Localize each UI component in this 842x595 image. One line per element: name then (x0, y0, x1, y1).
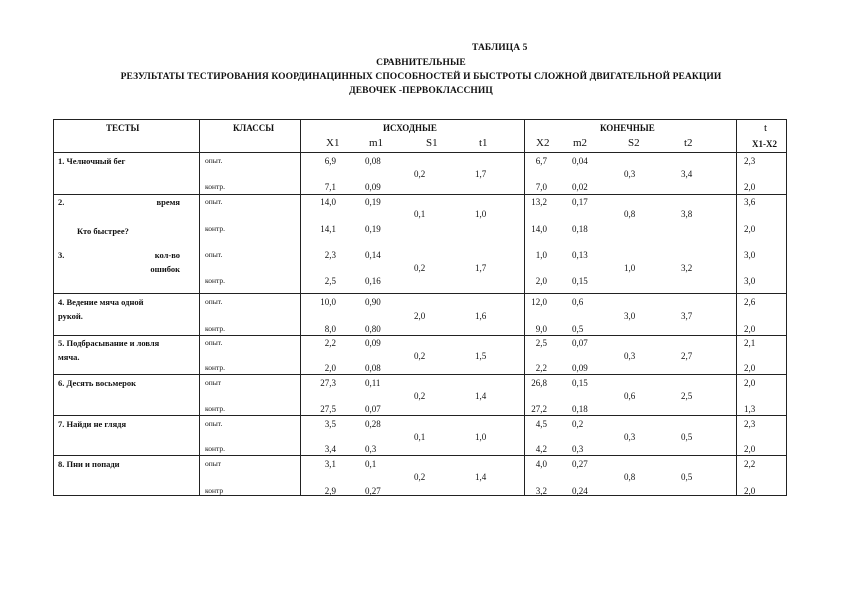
s1-value: 0,1 (414, 432, 426, 442)
row-divider (54, 374, 786, 375)
header-initial-col: m1 (369, 137, 384, 149)
s1-value: 0,2 (414, 351, 426, 361)
x1-exp: 10,0 (320, 297, 336, 307)
t-exp: 2,6 (744, 297, 756, 307)
x2-exp: 4,0 (535, 459, 547, 469)
class-control: контр. (205, 404, 226, 413)
x1-ctrl: 2,5 (324, 276, 336, 286)
x1-ctrl: 2,0 (324, 363, 336, 373)
s2-value: 3,0 (624, 311, 636, 321)
x1-ctrl: 14,1 (320, 224, 336, 234)
header-t: t (764, 122, 768, 134)
test-name-extra: Кто быстрее? (77, 226, 129, 236)
x2-ctrl: 4,2 (535, 444, 547, 454)
x2-exp: 13,2 (531, 197, 547, 207)
t2-value: 0,5 (681, 472, 693, 482)
m1-ctrl: 0,09 (365, 182, 381, 192)
m1-ctrl: 0,08 (365, 363, 381, 373)
header-tests: ТЕСТЫ (106, 123, 140, 133)
x2-ctrl: 14,0 (531, 224, 547, 234)
t1-value: 1,4 (475, 472, 487, 482)
t1-value: 1,7 (475, 263, 487, 273)
t2-value: 3,8 (681, 209, 693, 219)
x2-ctrl: 7,0 (535, 182, 547, 192)
test-name-part: ошибок (150, 264, 180, 274)
header-final-col: t2 (684, 137, 693, 149)
m2-ctrl: 0,3 (572, 444, 584, 454)
x2-exp: 4,5 (535, 419, 547, 429)
t1-value: 1,5 (475, 351, 487, 361)
m2-ctrl: 0,24 (572, 486, 588, 496)
x1-exp: 2,3 (324, 250, 336, 260)
t2-value: 3,2 (681, 263, 693, 273)
header-classes: КЛАССЫ (233, 123, 275, 133)
header-final-col: X2 (536, 137, 550, 149)
m1-ctrl: 0,19 (365, 224, 381, 234)
t-ctrl: 1,3 (744, 404, 756, 414)
header-initial-col: t1 (479, 137, 488, 149)
t-ctrl: 2,0 (744, 444, 756, 454)
class-control: контр. (205, 224, 226, 233)
t2-value: 2,7 (681, 351, 693, 361)
test-name: 4. Ведение мяча одной (58, 297, 144, 307)
m1-exp: 0,19 (365, 197, 381, 207)
x1-exp: 2,2 (324, 338, 336, 348)
s1-value: 0,1 (414, 209, 426, 219)
x2-ctrl: 2,2 (535, 363, 547, 373)
m2-exp: 0,17 (572, 197, 588, 207)
m2-ctrl: 0,5 (572, 324, 584, 334)
s2-value: 0,3 (624, 351, 636, 361)
test-name: 2. (58, 197, 65, 207)
m2-ctrl: 0,15 (572, 276, 588, 286)
t-exp: 3,6 (744, 197, 756, 207)
class-experimental: опыт. (205, 197, 223, 206)
s1-value: 2,0 (414, 311, 426, 321)
class-experimental: опыт (205, 378, 222, 387)
title-line-2: РЕЗУЛЬТАТЫ ТЕСТИРОВАНИЯ КООРДИНАЦИННЫХ СПОСОБНОСТЕЙ И БЫСТРОТЫ СЛОЖНОЙ ДВИГАТЕЛЬНОЙ РЕАКЦИИ (120, 72, 722, 82)
class-experimental: опыт. (205, 419, 223, 428)
header-final: КОНЕЧНЫЕ (600, 123, 655, 133)
m1-exp: 0,11 (365, 378, 381, 388)
test-name: 8. Пни и попади (58, 459, 120, 469)
row-divider (54, 455, 786, 456)
x2-exp: 12,0 (531, 297, 547, 307)
header-final-col: m2 (573, 137, 588, 149)
header-final-col: S2 (628, 137, 640, 149)
column-divider (736, 120, 737, 495)
t1-value: 1,4 (475, 391, 487, 401)
column-divider (524, 120, 525, 495)
x2-exp: 2,5 (535, 338, 547, 348)
m1-exp: 0,1 (365, 459, 377, 469)
t-exp: 2,1 (744, 338, 756, 348)
t-ctrl: 2,0 (744, 486, 756, 496)
m1-exp: 0,14 (365, 250, 381, 260)
m2-ctrl: 0,02 (572, 182, 588, 192)
t-exp: 2,2 (744, 459, 756, 469)
column-divider (300, 120, 301, 495)
x2-ctrl: 9,0 (535, 324, 547, 334)
test-name-line2: рукой. (58, 311, 83, 321)
s1-value: 0,2 (414, 472, 426, 482)
x1-exp: 27,3 (320, 378, 336, 388)
column-divider (199, 120, 200, 495)
test-name: 3. (58, 250, 65, 260)
class-experimental: опыт. (205, 250, 223, 259)
header-initial-col: S1 (426, 137, 438, 149)
m2-exp: 0,15 (572, 378, 588, 388)
x1-ctrl: 7,1 (324, 182, 336, 192)
class-control: контр. (205, 182, 226, 191)
document-label: ТАБЛИЦА 5 (472, 43, 528, 53)
row-divider (54, 335, 786, 336)
x1-ctrl: 3,4 (324, 444, 336, 454)
m1-ctrl: 0,07 (365, 404, 381, 414)
title-line-3: ДЕВОЧЕК -ПЕРВОКЛАССНИЦ (349, 86, 493, 96)
m1-ctrl: 0,27 (365, 486, 381, 496)
class-control: контр. (205, 276, 226, 285)
t2-value: 3,7 (681, 311, 693, 321)
s2-value: 0,3 (624, 432, 636, 442)
m2-ctrl: 0,18 (572, 404, 588, 414)
t1-value: 1,0 (475, 432, 487, 442)
m1-exp: 0,28 (365, 419, 381, 429)
row-divider (54, 194, 786, 195)
class-control: контр. (205, 324, 226, 333)
t2-value: 2,5 (681, 391, 693, 401)
t1-value: 1,7 (475, 169, 487, 179)
x2-exp: 26,8 (531, 378, 547, 388)
t-ctrl: 3,0 (744, 276, 756, 286)
x2-ctrl: 3,2 (535, 486, 547, 496)
results-table (53, 119, 787, 496)
class-experimental: опыт (205, 459, 222, 468)
m2-exp: 0,2 (572, 419, 584, 429)
t-ctrl: 2,0 (744, 224, 756, 234)
m1-ctrl: 0,3 (365, 444, 377, 454)
t-exp: 2,3 (744, 156, 756, 166)
t-ctrl: 2,0 (744, 363, 756, 373)
t-exp: 3,0 (744, 250, 756, 260)
x2-ctrl: 2,0 (535, 276, 547, 286)
m1-exp: 0,90 (365, 297, 381, 307)
m2-exp: 0,27 (572, 459, 588, 469)
s2-value: 0,3 (624, 169, 636, 179)
row-divider (54, 415, 786, 416)
t-ctrl: 2,0 (744, 182, 756, 192)
row-divider (54, 293, 786, 294)
test-name: 7. Найди не глядя (58, 419, 127, 429)
m1-exp: 0,09 (365, 338, 381, 348)
m2-ctrl: 0,09 (572, 363, 588, 373)
x2-exp: 1,0 (535, 250, 547, 260)
class-experimental: опыт. (205, 297, 223, 306)
test-name-part: кол-во (154, 250, 180, 260)
t2-value: 3,4 (681, 169, 693, 179)
x1-ctrl: 2,9 (324, 486, 336, 496)
test-name: 6. Десять восьмерок (58, 378, 136, 388)
t1-value: 1,6 (475, 311, 487, 321)
m2-exp: 0,13 (572, 250, 588, 260)
m1-ctrl: 0,80 (365, 324, 381, 334)
x1-exp: 3,5 (324, 419, 336, 429)
s2-value: 0,8 (624, 472, 636, 482)
t1-value: 1,0 (475, 209, 487, 219)
class-experimental: опыт. (205, 338, 223, 347)
s1-value: 0,2 (414, 169, 426, 179)
row-divider (54, 152, 786, 153)
x1-exp: 3,1 (324, 459, 336, 469)
title-line-1: СРАВНИТЕЛЬНЫЕ (376, 58, 466, 68)
s2-value: 0,6 (624, 391, 636, 401)
test-name-line2: мяча. (58, 352, 80, 362)
m2-exp: 0,04 (572, 156, 588, 166)
s2-value: 0,8 (624, 209, 636, 219)
x1-ctrl: 27,5 (320, 404, 336, 414)
class-control: контр. (205, 363, 226, 372)
t2-value: 0,5 (681, 432, 693, 442)
m2-exp: 0,07 (572, 338, 588, 348)
m2-exp: 0,6 (572, 297, 584, 307)
header-initial: ИСХОДНЫЕ (383, 123, 437, 133)
class-control: контр (205, 486, 224, 495)
x1-exp: 14,0 (320, 197, 336, 207)
m1-exp: 0,08 (365, 156, 381, 166)
m1-ctrl: 0,16 (365, 276, 381, 286)
x2-ctrl: 27,2 (531, 404, 547, 414)
x1-ctrl: 8,0 (324, 324, 336, 334)
test-name: 5. Подбрасывание и ловля (58, 338, 160, 348)
t-exp: 2,0 (744, 378, 756, 388)
s1-value: 0,2 (414, 391, 426, 401)
s1-value: 0,2 (414, 263, 426, 273)
m2-ctrl: 0,18 (572, 224, 588, 234)
header-t-sub: X1-X2 (752, 139, 777, 149)
x2-exp: 6,7 (535, 156, 547, 166)
t-exp: 2,3 (744, 419, 756, 429)
test-name-part: время (156, 197, 180, 207)
t-ctrl: 2,0 (744, 324, 756, 334)
test-name: 1. Челночный бег (58, 156, 126, 166)
class-control: контр. (205, 444, 226, 453)
header-initial-col: X1 (326, 137, 340, 149)
class-experimental: опыт. (205, 156, 223, 165)
x1-exp: 6,9 (324, 156, 336, 166)
s2-value: 1,0 (624, 263, 636, 273)
